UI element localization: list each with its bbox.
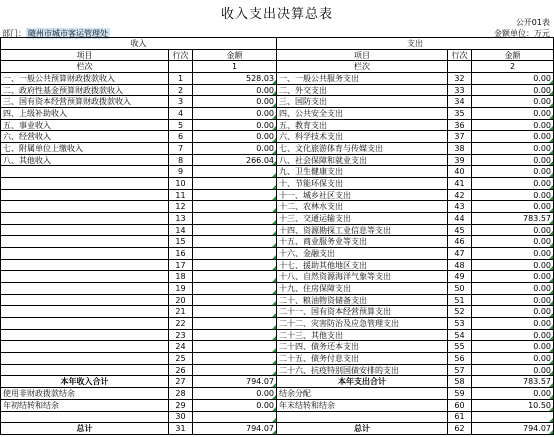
expense-amount-cell[interactable]: 0.00: [472, 143, 554, 155]
expense-amount-cell[interactable]: 0.00: [472, 108, 554, 120]
expense-item-cell: 十一、城乡社区支出: [277, 189, 448, 201]
expense-col-number: 2: [472, 61, 554, 73]
table-row: [1, 166, 554, 178]
expense-item-cell: 二十、粮油物资储备支出: [277, 294, 448, 306]
income-amount-cell[interactable]: [193, 341, 277, 353]
expense-amount-cell[interactable]: 0.00: [472, 96, 554, 108]
expense-item-cell: 十三、交通运输支出: [277, 213, 448, 225]
income-line-cell: 30: [169, 411, 193, 423]
amount-unit: 金额单位：万元: [494, 29, 550, 38]
expense-item-cell: 十、节能环保支出: [277, 178, 448, 190]
income-line-cell: 4: [169, 108, 193, 120]
expense-item-cell: 二十五、债务付息支出: [277, 353, 448, 365]
income-item-cell: [1, 189, 169, 201]
expense-line-cell: 56: [448, 353, 472, 365]
income-line-cell: 11: [169, 189, 193, 201]
expense-item-cell: 一、一般公共服务支出: [277, 73, 448, 85]
income-item-cell: 六、经营收入: [1, 131, 169, 143]
expense-amount-cell[interactable]: 783.57: [472, 213, 554, 225]
table-row: [1, 189, 554, 201]
income-item-cell: 本年收入合计: [1, 376, 169, 388]
income-amount-cell[interactable]: [193, 201, 277, 213]
expense-line-cell: 41: [448, 178, 472, 190]
expense-line-cell: 46: [448, 236, 472, 248]
income-item-cell: 七、附属单位上缴收入: [1, 143, 169, 155]
expense-item-cell: 二、外交支出: [277, 84, 448, 96]
table-row: [1, 154, 554, 166]
expense-item-cell: [277, 411, 448, 423]
expense-amount-cell[interactable]: 0.00: [472, 84, 554, 96]
table-row: [1, 108, 554, 120]
income-item-cell: 一、一般公共预算财政拨款收入: [1, 73, 169, 85]
table-row: [1, 423, 554, 435]
column-number-row: [1, 61, 554, 73]
table-row: [1, 236, 554, 248]
income-line-cell: 7: [169, 143, 193, 155]
income-item-cell: 使用非财政拨款结余: [1, 388, 169, 400]
income-amount-cell[interactable]: [193, 318, 277, 330]
income-item-cell: 总计: [1, 423, 169, 435]
expense-amount-header: 金额: [472, 49, 554, 61]
department-label: 部门：: [2, 29, 26, 38]
expense-item-cell: 十七、援助其他地区支出: [277, 259, 448, 271]
income-amount-header: 金额: [193, 49, 277, 61]
income-item-cell: [1, 248, 169, 260]
table-row: [1, 248, 554, 260]
income-item-cell: [1, 178, 169, 190]
expense-line-cell: 54: [448, 329, 472, 341]
expense-item-header: 项目: [277, 49, 448, 61]
income-amount-cell[interactable]: [193, 236, 277, 248]
income-item-cell: [1, 213, 169, 225]
expense-line-cell: 32: [448, 73, 472, 85]
column-header-row: [1, 49, 554, 61]
expense-amount-cell[interactable]: 0.00: [472, 189, 554, 201]
income-amount-cell[interactable]: 0.00: [193, 84, 277, 96]
income-line-cell: 2: [169, 84, 193, 96]
income-item-cell: 八、其他收入: [1, 154, 169, 166]
table-row: [1, 306, 554, 318]
expense-line-cell: 62: [448, 423, 472, 435]
income-amount-cell[interactable]: [193, 189, 277, 201]
section-header-row: [1, 38, 554, 50]
expense-amount-cell[interactable]: 0.00: [472, 224, 554, 236]
table-row: [1, 201, 554, 213]
income-item-cell: [1, 306, 169, 318]
expense-amount-cell[interactable]: 0.00: [472, 364, 554, 376]
table-row: [1, 283, 554, 295]
expense-amount-cell[interactable]: 0.00: [472, 248, 554, 260]
income-item-cell: [1, 201, 169, 213]
form-number: 公开01表: [515, 18, 550, 27]
expense-item-cell: 四、公共安全支出: [277, 108, 448, 120]
table-row: [1, 84, 554, 96]
table-row: [1, 411, 554, 423]
expense-item-cell: 八、社会保障和就业支出: [277, 154, 448, 166]
income-line-cell: 18: [169, 271, 193, 283]
income-amount-cell[interactable]: [193, 364, 277, 376]
expense-line-header: 行次: [448, 49, 472, 61]
income-line-cell: 17: [169, 259, 193, 271]
income-line-cell: 21: [169, 306, 193, 318]
income-line-cell: 31: [169, 423, 193, 435]
expense-amount-cell[interactable]: 0.00: [472, 341, 554, 353]
income-line-cell: 9: [169, 166, 193, 178]
expense-item-cell: 十四、资源勘探工业信息等支出: [277, 224, 448, 236]
income-line-cell: 6: [169, 131, 193, 143]
expense-amount-cell[interactable]: 794.07: [472, 423, 554, 435]
expense-line-cell: 39: [448, 154, 472, 166]
expense-item-cell: 二十六、抗疫特别国债安排的支出: [277, 364, 448, 376]
income-line-cell: 1: [169, 73, 193, 85]
income-amount-cell[interactable]: 0.00: [193, 143, 277, 155]
income-line-cell: 16: [169, 248, 193, 260]
table-row: [1, 131, 554, 143]
income-amount-cell[interactable]: [193, 259, 277, 271]
table-row: [1, 119, 554, 131]
expense-line-cell: 57: [448, 364, 472, 376]
income-line-cell: 23: [169, 329, 193, 341]
expense-amount-cell[interactable]: 0.00: [472, 388, 554, 400]
expense-item-cell: 十六、金融支出: [277, 248, 448, 260]
expense-line-cell: 55: [448, 341, 472, 353]
expense-line-cell: 34: [448, 96, 472, 108]
income-expense-table: [0, 37, 554, 435]
income-amount-cell[interactable]: [193, 283, 277, 295]
expense-item-cell: 总计: [277, 423, 448, 435]
income-item-cell: [1, 166, 169, 178]
expense-amount-cell[interactable]: 0.00: [472, 329, 554, 341]
expense-item-cell: 二十二、灾害防治及应急管理支出: [277, 318, 448, 330]
expense-line-cell: 51: [448, 294, 472, 306]
income-col-label: 栏次: [1, 61, 169, 73]
expense-line-cell: 45: [448, 224, 472, 236]
income-amount-cell[interactable]: [193, 411, 277, 423]
income-amount-cell[interactable]: [193, 178, 277, 190]
income-item-cell: [1, 364, 169, 376]
expense-line-cell: 61: [448, 411, 472, 423]
table-row: [1, 224, 554, 236]
expense-item-cell: 九、卫生健康支出: [277, 166, 448, 178]
income-item-cell: [1, 294, 169, 306]
income-amount-cell[interactable]: 266.04: [193, 154, 277, 166]
income-col-blank: [169, 61, 193, 73]
income-item-cell: [1, 318, 169, 330]
table-row: [1, 341, 554, 353]
income-item-cell: [1, 224, 169, 236]
expense-amount-cell[interactable]: 0.00: [472, 283, 554, 295]
table-row: [1, 353, 554, 365]
department-value[interactable]: 随州市城市客运管理处: [28, 29, 108, 38]
expense-amount-cell[interactable]: 0.00: [472, 236, 554, 248]
expense-item-cell: 十八、自然资源海洋气象等支出: [277, 271, 448, 283]
income-line-cell: 15: [169, 236, 193, 248]
expense-item-cell: 十五、商业服务业等支出: [277, 236, 448, 248]
expense-line-cell: 53: [448, 318, 472, 330]
income-item-cell: [1, 341, 169, 353]
income-amount-cell[interactable]: [193, 224, 277, 236]
income-item-cell: [1, 283, 169, 295]
expense-amount-cell[interactable]: 10.50: [472, 399, 554, 411]
income-line-cell: 29: [169, 399, 193, 411]
expense-item-cell: 七、文化旅游体育与传媒支出: [277, 143, 448, 155]
income-line-cell: 12: [169, 201, 193, 213]
income-item-cell: [1, 353, 169, 365]
table-row: [1, 294, 554, 306]
income-amount-cell[interactable]: [193, 294, 277, 306]
table-row: [1, 271, 554, 283]
income-line-cell: 22: [169, 318, 193, 330]
report-title: 收入支出决算总表: [220, 7, 333, 22]
expense-line-cell: 36: [448, 119, 472, 131]
expense-amount-cell[interactable]: 783.57: [472, 376, 554, 388]
expense-item-cell: 十二、农林水支出: [277, 201, 448, 213]
income-amount-cell[interactable]: [193, 166, 277, 178]
income-amount-cell[interactable]: [193, 271, 277, 283]
expense-col-blank: [448, 61, 472, 73]
expense-line-cell: 44: [448, 213, 472, 225]
expense-col-label: 栏次: [277, 61, 448, 73]
income-line-cell: 28: [169, 388, 193, 400]
expense-amount-cell[interactable]: 0.00: [472, 306, 554, 318]
expense-item-cell: 本年支出合计: [277, 376, 448, 388]
income-line-cell: 25: [169, 353, 193, 365]
income-item-header: 项目: [1, 49, 169, 61]
income-amount-cell[interactable]: [193, 329, 277, 341]
expense-line-cell: 35: [448, 108, 472, 120]
income-line-cell: 10: [169, 178, 193, 190]
income-amount-cell[interactable]: [193, 213, 277, 225]
table-row: [1, 388, 554, 400]
expense-line-cell: 40: [448, 166, 472, 178]
expense-line-cell: 48: [448, 259, 472, 271]
expense-item-cell: 五、教育支出: [277, 119, 448, 131]
income-line-cell: 3: [169, 96, 193, 108]
income-amount-cell[interactable]: 0.00: [193, 388, 277, 400]
expense-amount-cell[interactable]: 0.00: [472, 131, 554, 143]
table-row: [1, 73, 554, 85]
income-amount-cell[interactable]: 0.00: [193, 96, 277, 108]
expense-amount-cell[interactable]: [472, 411, 554, 423]
expense-line-cell: 49: [448, 271, 472, 283]
income-line-cell: 13: [169, 213, 193, 225]
expense-item-cell: 二十一、国有资本经营预算支出: [277, 306, 448, 318]
expense-amount-cell[interactable]: 0.00: [472, 73, 554, 85]
income-line-cell: 14: [169, 224, 193, 236]
income-item-cell: 三、国有资本经营预算财政拨款收入: [1, 96, 169, 108]
income-amount-cell[interactable]: [193, 248, 277, 260]
expense-line-cell: 60: [448, 399, 472, 411]
expense-line-cell: 42: [448, 189, 472, 201]
table-row: [1, 399, 554, 411]
expense-amount-cell[interactable]: 0.00: [472, 318, 554, 330]
expense-amount-cell[interactable]: 0.00: [472, 119, 554, 131]
expense-line-cell: 37: [448, 131, 472, 143]
expense-section-header: 支出: [277, 38, 554, 50]
income-amount-cell[interactable]: 0.00: [193, 119, 277, 131]
table-row: [1, 259, 554, 271]
income-item-cell: [1, 236, 169, 248]
expense-line-cell: 58: [448, 376, 472, 388]
income-amount-cell[interactable]: [193, 306, 277, 318]
income-item-cell: 二、政府性基金预算财政拨款收入: [1, 84, 169, 96]
income-line-cell: 19: [169, 283, 193, 295]
table-row: [1, 96, 554, 108]
income-amount-cell[interactable]: [193, 353, 277, 365]
expense-amount-cell[interactable]: 0.00: [472, 154, 554, 166]
income-item-cell: [1, 329, 169, 341]
table-row: [1, 376, 554, 388]
income-amount-cell[interactable]: 0.00: [193, 108, 277, 120]
expense-item-cell: 三、国防支出: [277, 96, 448, 108]
expense-amount-cell[interactable]: 0.00: [472, 259, 554, 271]
expense-item-cell: 十九、住房保障支出: [277, 283, 448, 295]
expense-amount-cell[interactable]: 0.00: [472, 271, 554, 283]
income-item-cell: [1, 411, 169, 423]
expense-line-cell: 50: [448, 283, 472, 295]
expense-item-cell: 结余分配: [277, 388, 448, 400]
expense-amount-cell[interactable]: 0.00: [472, 178, 554, 190]
income-amount-cell[interactable]: 794.07: [193, 376, 277, 388]
expense-line-cell: 59: [448, 388, 472, 400]
income-item-cell: [1, 259, 169, 271]
income-line-cell: 27: [169, 376, 193, 388]
expense-amount-cell[interactable]: 0.00: [472, 353, 554, 365]
income-amount-cell[interactable]: 794.07: [193, 423, 277, 435]
table-row: [1, 318, 554, 330]
income-line-header: 行次: [169, 49, 193, 61]
income-item-cell: 年初结转和结余: [1, 399, 169, 411]
expense-line-cell: 47: [448, 248, 472, 260]
expense-line-cell: 33: [448, 84, 472, 96]
expense-amount-cell[interactable]: 0.00: [472, 294, 554, 306]
income-col-number: 1: [193, 61, 277, 73]
expense-item-cell: 二十三、其他支出: [277, 329, 448, 341]
table-row: [1, 178, 554, 190]
table-row: [1, 364, 554, 376]
income-amount-cell[interactable]: 0.00: [193, 399, 277, 411]
table-row: [1, 213, 554, 225]
income-amount-cell[interactable]: 0.00: [193, 131, 277, 143]
expense-item-cell: 六、科学技术支出: [277, 131, 448, 143]
income-line-cell: 8: [169, 154, 193, 166]
table-row: [1, 143, 554, 155]
income-amount-cell[interactable]: 528.03: [193, 73, 277, 85]
income-line-cell: 20: [169, 294, 193, 306]
expense-amount-cell[interactable]: 0.00: [472, 166, 554, 178]
expense-item-cell: 年末结转和结余: [277, 399, 448, 411]
table-body: [1, 38, 554, 435]
income-item-cell: 四、上级补助收入: [1, 108, 169, 120]
income-section-header: 收入: [1, 38, 277, 50]
expense-line-cell: 38: [448, 143, 472, 155]
expense-item-cell: 二十四、债务还本支出: [277, 341, 448, 353]
expense-line-cell: 43: [448, 201, 472, 213]
income-line-cell: 5: [169, 119, 193, 131]
income-item-cell: [1, 271, 169, 283]
table-row: [1, 329, 554, 341]
expense-line-cell: 52: [448, 306, 472, 318]
income-line-cell: 26: [169, 364, 193, 376]
income-line-cell: 24: [169, 341, 193, 353]
income-item-cell: 五、事业收入: [1, 119, 169, 131]
expense-amount-cell[interactable]: 0.00: [472, 201, 554, 213]
